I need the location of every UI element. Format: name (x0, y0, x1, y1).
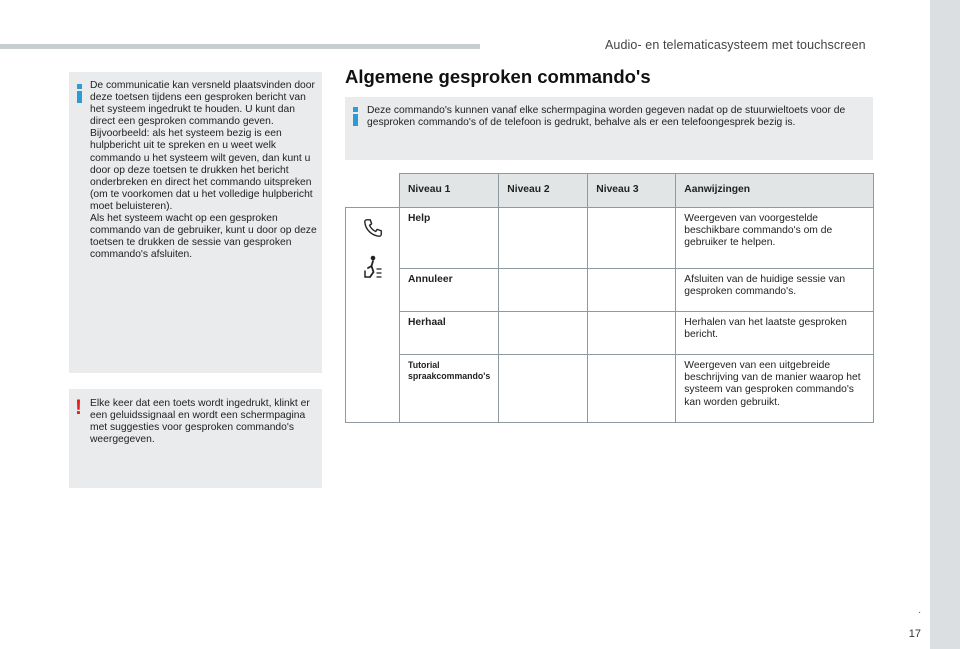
level1-cell: Tutorial spraakcommando's (400, 355, 499, 423)
level2-cell (499, 269, 588, 312)
commands-table (345, 173, 874, 423)
level2-cell (499, 355, 588, 423)
warning-icon: ! (75, 396, 82, 419)
continuation-mark: . (918, 605, 921, 616)
header-notes: Aanwijzingen (676, 174, 874, 208)
level1-cell: Annuleer (400, 269, 499, 312)
table-row (346, 312, 874, 355)
voice-command-icon (361, 253, 385, 283)
table-header-row (346, 174, 874, 208)
table-row (346, 355, 874, 423)
info-paragraph: Bijvoorbeeld: als het systeem bezig is een hulpbericht uit te spreken en u weet welk commando u het systeem wilt geven, dan kunt u door op deze toetsen te drukken het bericht onderbreken en direct het commando uitspreken (om te voorkomen dat u het volledige hulpbericht moet beluisteren). (90, 128, 313, 212)
page-number: 17 (908, 628, 921, 640)
intro-text: Deze commando's kunnen vanaf elke schermpagina worden gegeven nadat op de stuurwieltoets voor de gesproken commando's of de telefoon is gedrukt, behalve als er een telefoongesprek bezig is. (367, 105, 846, 129)
warning-note-box (69, 389, 322, 488)
header-level-2: Niveau 2 (499, 174, 588, 208)
header-blank-cell (346, 174, 400, 208)
header-level-3: Niveau 3 (588, 174, 676, 208)
steering-key-icons (346, 208, 400, 423)
phone-icon (362, 217, 384, 239)
level3-cell (588, 269, 676, 312)
header-level-1: Niveau 1 (400, 174, 499, 208)
info-icon (353, 107, 358, 126)
info-icon (77, 84, 82, 103)
notes-cell: Herhalen van het laatste gesproken bericht. (676, 312, 874, 355)
level1-cell: Help (400, 208, 499, 269)
info-note-box (69, 72, 322, 373)
page-side-strip (930, 0, 960, 649)
table-row (346, 208, 874, 269)
level2-cell (499, 208, 588, 269)
level2-cell (499, 312, 588, 355)
intro-note-box (345, 97, 873, 160)
section-title: Algemene gesproken commando's (345, 66, 651, 87)
notes-cell: Afsluiten van de huidige sessie van gesproken commando's. (676, 269, 874, 312)
info-note-text (90, 80, 318, 261)
info-paragraph: Als het systeem wacht op een gesproken commando van de gebruiker, kunt u door op deze toetsen te drukken de sessie van gesproken commando's afsluiten. (90, 213, 317, 261)
notes-cell: Weergeven van een uitgebreide beschrijving van de manier waarop het systeem van gesproken commando's kan worden gebruikt. (676, 355, 874, 423)
warning-note-text: Elke keer dat een toets wordt ingedrukt, klinkt er een geluidssignaal en wordt een schermpagina met suggesties voor gesproken commando's weergegeven. (90, 398, 310, 446)
level3-cell (588, 312, 676, 355)
chapter-title: Audio- en telematicasysteem met touchscreen (605, 38, 866, 52)
table-row (346, 269, 874, 312)
level3-cell (588, 355, 676, 423)
notes-cell: Weergeven van voorgestelde beschikbare commando's om de gebruiker te helpen. (676, 208, 874, 269)
level3-cell (588, 208, 676, 269)
header-rule (0, 44, 480, 49)
level1-cell: Herhaal (400, 312, 499, 355)
info-paragraph: De communicatie kan versneld plaatsvinden door deze toetsen tijdens een gesproken bericht van het systeem ingedrukt te houden. U kunt dan direct een gesproken commando geven. (90, 80, 315, 128)
